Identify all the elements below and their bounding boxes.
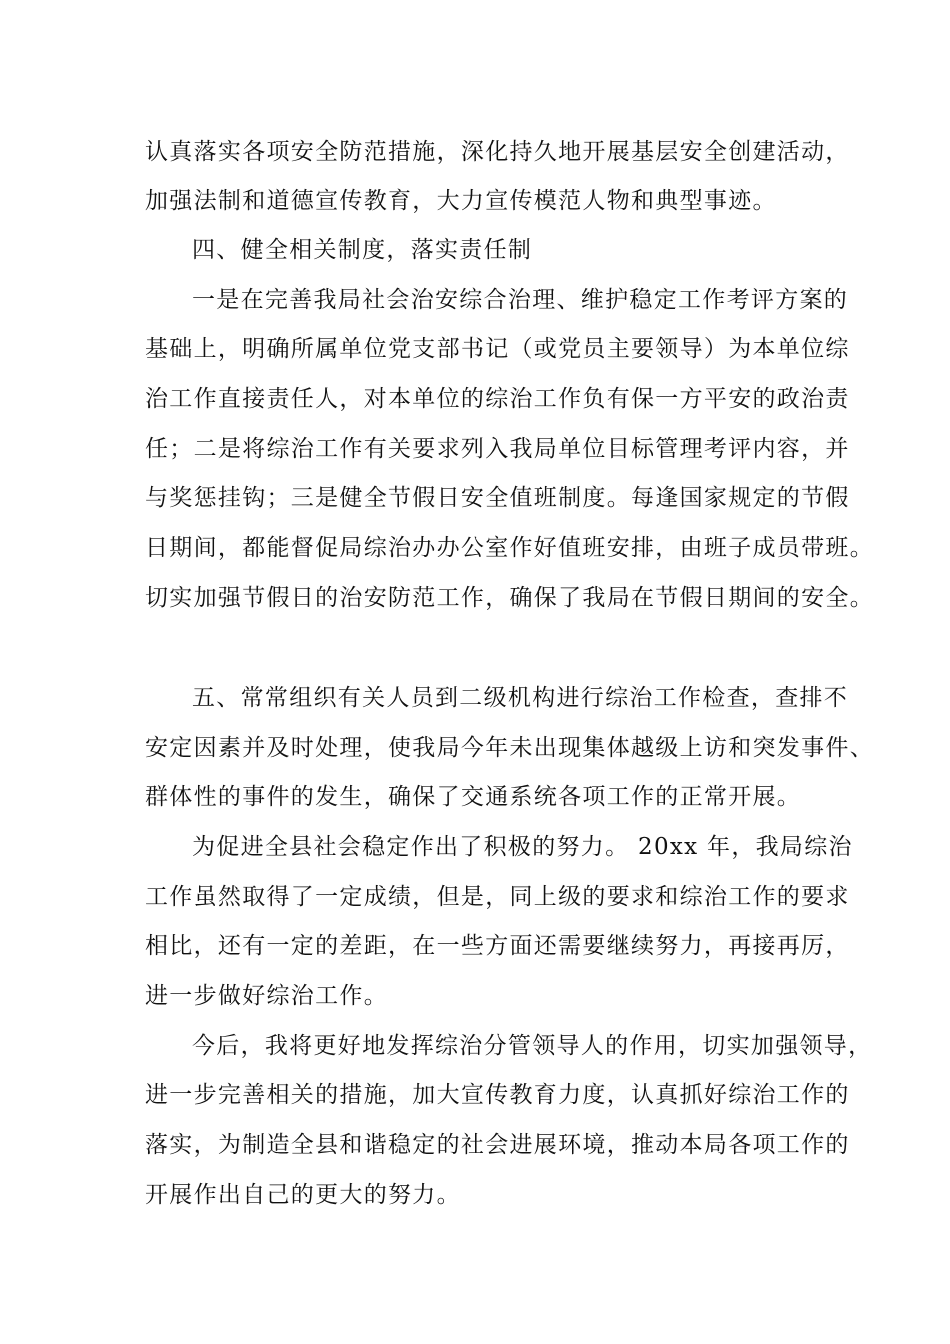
text-line: 认真落实各项安全防范措施，深化持久地开展基层安全创建活动， (145, 139, 850, 165)
text-line: 为促进全县社会稳定作出了积极的努力。 20xx 年，我局综治 (192, 834, 853, 860)
text-line: 进一步完善相关的措施，加大宣传教育力度，认真抓好综治工作的 (145, 1082, 850, 1108)
section-heading: 五、常常组织有关人员到二级机构进行综治工作检查，查排不 (192, 685, 849, 711)
text-line: 今后，我将更好地发挥综治分管领导人的作用，切实加强领导， (192, 1033, 873, 1059)
text-line: 一是在完善我局社会治安综合治理、维护稳定工作考评方案的 (192, 287, 849, 313)
text-line: 治工作直接责任人，对本单位的综治工作负有保一方平安的政治责 (145, 386, 850, 412)
text-line: 基础上，明确所属单位党支部书记（或党员主要领导）为本单位综 (145, 336, 850, 362)
text-line: 切实加强节假日的治安防范工作，确保了我局在节假日期间的安全。 (145, 585, 874, 611)
section-heading: 四、健全相关制度，落实责任制 (192, 237, 533, 263)
text-line: 任；二是将综治工作有关要求列入我局单位目标管理考评内容，并 (145, 436, 850, 462)
text-line: 日期间，都能督促局综治办办公室作好值班安排，由班子成员带班。 (145, 535, 874, 561)
text-line: 工作虽然取得了一定成绩，但是，同上级的要求和综治工作的要求 (145, 884, 850, 910)
text-line: 加强法制和道德宣传教育，大力宣传模范人物和典型事迹。 (145, 188, 777, 214)
text-line: 相比，还有一定的差距，在一些方面还需要继续努力，再接再厉， (145, 933, 850, 959)
text-line: 开展作出自己的更大的努力。 (145, 1182, 461, 1208)
text-line: 安定因素并及时处理，使我局今年未出现集体越级上访和突发事件、 (145, 735, 874, 761)
text-line: 群体性的事件的发生，确保了交通系统各项工作的正常开展。 (145, 784, 802, 810)
text-line: 进一步做好综治工作。 (145, 983, 388, 1009)
text-line: 与奖惩挂钩；三是健全节假日安全值班制度。每逢国家规定的节假 (145, 485, 850, 511)
text-line: 落实，为制造全县和谐稳定的社会进展环境，推动本局各项工作的 (145, 1132, 850, 1158)
